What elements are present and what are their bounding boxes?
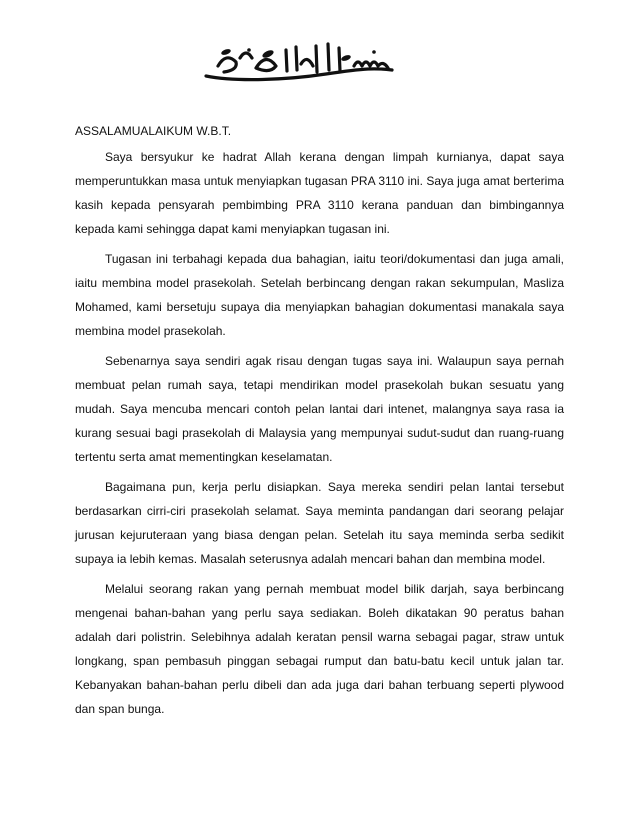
basmalah-calligraphy — [196, 38, 396, 86]
paragraph-concerns: Sebenarnya saya sendiri agak risau dengan tugas saya ini. Walaupun saya pernah membuat pelan rumah saya, tetapi mendirikan model prasekolah bukan sesuatu yang mudah. Saya mencuba mencari contoh pelan lantai dari intenet, malangnya saya rasa ia kurang sesuai bagi prasekolah di Malaysia yang mempunyai sudut-sudut dan ruang-ruang tertentu serta amat mementingkan keselamatan. — [75, 354, 564, 464]
calligraphy-image — [196, 38, 396, 86]
paragraph-gratitude: Saya bersyukur ke hadrat Allah kerana dengan limpah kurnianya, dapat saya memperuntukkan masa untuk menyiapkan tugasan PRA 3110 ini. Saya juga amat berterima kasih kepada pensyarah pembimbing PRA 3110 kerana panduan dan bimbingannya kepada kami sehingga dapat kami menyiapkan tugasan ini. — [75, 150, 564, 236]
paragraph-task-division: Tugasan ini terbahagi kepada dua bahagian, iaitu teori/dokumentasi dan juga amali, iaitu membina model prasekolah. Setelah berbincang dengan rakan sekumpulan, Masliza Mohamed, kami bersetuju supaya dia menyiapkan bahagian dokumentasi manakala saya membina model prasekolah. — [75, 252, 564, 338]
document-body — [75, 119, 564, 727]
greeting: ASSALAMUALAIKUM W.B.T. — [75, 124, 232, 138]
paragraph-materials: Melalui seorang rakan yang pernah membuat model bilik darjah, saya berbincang mengenai bahan-bahan yang perlu saya sediakan. Boleh dikatakan 90 peratus bahan adalah dari polistrin. Selebihnya adalah keratan pensil warna sebagai pagar, straw untuk longkang, span pembasuh pinggan sebagai rumput dan batu-batu kecil untuk jalan tar. Kebanyakan bahan-bahan perlu dibeli dan ada juga dari bahan terbuang seperti plywood dan span bunga. — [75, 582, 564, 716]
paragraph-floor-plan: Bagaimana pun, kerja perlu disiapkan. Saya mereka sendiri pelan lantai tersebut berdasarkan cirri-ciri prasekolah selamat. Saya meminta pandangan dari seorang pelajar jurusan kejuruteraan yang biasa dengan pelan. Setelah itu saya meminda serba sedikit supaya ia lebih kemas. Masalah seterusnya adalah mencari bahan dan membina model. — [75, 480, 564, 566]
